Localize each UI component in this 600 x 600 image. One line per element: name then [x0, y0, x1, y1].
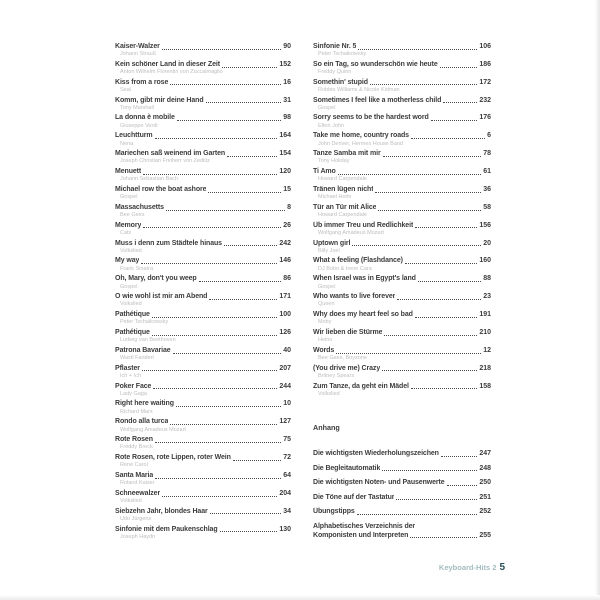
- toc-entry: [115, 42, 291, 57]
- song-title: So ein Tag, so wunderschön wie heute: [313, 60, 438, 68]
- entry-page-number: 171: [279, 293, 291, 301]
- song-artist: Freddy Breck: [120, 444, 153, 451]
- toc-entry: [313, 328, 491, 343]
- song-artist: Frank Sinatra: [120, 265, 154, 272]
- entry-page-number: 106: [479, 42, 491, 50]
- song-artist: Giuseppe Verdi: [120, 122, 158, 129]
- toc-entry-line: [115, 489, 291, 498]
- page-edge-right: [595, 0, 600, 600]
- song-title: Kein schöner Land in dieser Zeit: [115, 60, 220, 68]
- toc-entry: [313, 310, 491, 325]
- song-title: Komponisten und Interpreten: [313, 531, 409, 539]
- toc-entry-line: [313, 364, 491, 373]
- toc-entry: [313, 507, 491, 516]
- toc-entry: [115, 525, 291, 540]
- entry-page-number: 255: [479, 531, 491, 539]
- song-artist: Ludwig van Beethoven: [120, 337, 176, 344]
- toc-entry: [313, 292, 491, 307]
- entry-page-number: 186: [479, 60, 491, 68]
- entry-page-number: 23: [483, 293, 491, 301]
- song-title: Words: [313, 346, 335, 354]
- toc-entry: [313, 131, 491, 146]
- entry-page-number: 88: [483, 275, 491, 283]
- toc-entry-line: [313, 274, 491, 283]
- song-artist: Heino: [318, 337, 333, 344]
- entry-page-number: 176: [479, 114, 491, 122]
- toc-entry-line: [115, 310, 291, 319]
- song-title: Muss i denn zum Städtele hinaus: [115, 239, 222, 247]
- song-title: Kaiser-Walzer: [115, 42, 160, 50]
- entry-page-number: 90: [283, 42, 291, 50]
- song-title: What a feeling (Flashdance): [313, 257, 403, 265]
- song-artist: Roland Kaiser: [120, 480, 155, 487]
- toc-entry-line: [313, 42, 491, 51]
- toc-entry-line: [115, 239, 291, 248]
- song-artist: Nena: [120, 140, 134, 147]
- song-title: Die wichtigsten Noten- und Pausenwerte: [313, 479, 445, 487]
- song-title: Kiss from a rose: [115, 78, 169, 86]
- entry-page-number: 40: [283, 346, 291, 354]
- song-title: Patrona Bavariae: [115, 346, 171, 354]
- song-artist: Johann Strauß: [120, 51, 157, 58]
- toc-entry-line: [115, 185, 291, 194]
- song-artist: Anton Wilhelm Florentin von Zuccalmaglio: [120, 69, 223, 76]
- toc-entry-line: [313, 185, 491, 194]
- song-title: Uptown girl: [313, 239, 351, 247]
- song-title: Massachusetts: [115, 203, 164, 211]
- toc-entry-line: [115, 60, 291, 69]
- entry-page-number: 242: [279, 239, 291, 247]
- toc-entry: [115, 328, 291, 343]
- entry-page-number: 252: [479, 508, 491, 516]
- song-title: Rote Rosen, rote Lippen, roter Wein: [115, 454, 231, 462]
- toc-entry: [115, 274, 291, 289]
- song-title: When Israel was in Egypt's land: [313, 275, 416, 283]
- toc-entry: [115, 310, 291, 325]
- toc-entry-line: [115, 78, 291, 87]
- toc-entry: [313, 449, 491, 458]
- toc-entry: [313, 185, 491, 200]
- song-artist: Michael Holm: [318, 194, 352, 201]
- song-title: Santa Maria: [115, 471, 154, 479]
- song-artist: Elton John: [318, 122, 344, 129]
- song-artist: Billy Joel: [318, 247, 340, 254]
- song-title: Siebzehn Jahr, blondes Haar: [115, 507, 208, 515]
- song-title: La donna è mobile: [115, 114, 175, 122]
- toc-entry: [115, 60, 291, 75]
- song-title: Menuett: [115, 168, 142, 176]
- toc-column-right: [313, 42, 491, 545]
- toc-entry: [313, 60, 491, 75]
- toc-entry: [115, 131, 291, 146]
- entry-page-number: 247: [479, 450, 491, 458]
- song-title: Somethin' stupid: [313, 78, 368, 86]
- entry-page-number: 75: [283, 436, 291, 444]
- song-title: Sinfonie Nr. 5: [313, 42, 357, 50]
- toc-entry-line: [115, 400, 291, 409]
- song-title: Take me home, country roads: [313, 132, 409, 140]
- entry-page-number: 34: [283, 507, 291, 515]
- entry-page-number: 120: [279, 168, 291, 176]
- entry-page-number: 232: [479, 96, 491, 104]
- entry-page-number: 204: [279, 489, 291, 497]
- song-artist: Johann Sebastian Bach: [120, 176, 179, 183]
- song-artist: Volkslied: [120, 498, 142, 505]
- toc-entry-line: [313, 449, 491, 458]
- toc-entry-line: [313, 96, 491, 105]
- toc-entry-line: [115, 221, 291, 230]
- song-title: Sinfonie mit dem Paukenschlag: [115, 525, 218, 533]
- song-artist: Tony Holiday: [318, 158, 350, 165]
- toc-entry: [115, 239, 291, 254]
- entry-page-number: 207: [279, 364, 291, 372]
- song-title: Sorry seems to be the hardest word: [313, 114, 429, 122]
- toc-entry-line: [313, 78, 491, 87]
- toc-entry: [313, 382, 491, 397]
- song-title: Pflaster: [115, 364, 140, 372]
- toc-entry: [115, 78, 291, 93]
- toc-entry: [313, 42, 491, 57]
- toc-entry-line: [313, 507, 491, 516]
- song-artist: Joseph Christian Freiherr von Zedlitz: [120, 158, 210, 165]
- song-title: Oh, Mary, don't you weep: [115, 275, 197, 283]
- toc-entry-line: [115, 346, 291, 355]
- entry-page-number: 8: [287, 203, 291, 211]
- entry-page-number: 248: [479, 464, 491, 472]
- song-artist: Ich + Ich: [120, 372, 141, 379]
- toc-entry-line: [115, 417, 291, 426]
- song-title: Rondo alla turca: [115, 418, 169, 426]
- toc-entry-line: [313, 328, 491, 337]
- entry-page-number: 244: [279, 382, 291, 390]
- song-artist: Richard Marx: [120, 408, 153, 415]
- song-artist: Wolfgang Amadeus Mozart: [120, 426, 186, 433]
- song-artist: Queen: [318, 301, 335, 308]
- entry-page-number: 146: [279, 257, 291, 265]
- song-title: Pathétique: [115, 311, 150, 319]
- toc-entry-line: [115, 525, 291, 534]
- song-artist: René Carol: [120, 462, 148, 469]
- toc-entry-line: [313, 257, 491, 266]
- song-artist: Peter Tschaikowsky: [120, 319, 169, 326]
- toc-entry: [115, 364, 291, 379]
- toc-column-left: [115, 42, 291, 543]
- song-title: Pathétique: [115, 328, 150, 336]
- song-artist: Moby: [318, 319, 332, 326]
- toc-entry: [313, 493, 491, 502]
- entry-page-number: 158: [479, 382, 491, 390]
- toc-entry-line: [313, 292, 491, 301]
- toc-entry: [115, 292, 291, 307]
- toc-entry: [115, 114, 291, 129]
- toc-entry: [115, 221, 291, 236]
- song-artist: Volkslied: [318, 390, 340, 397]
- toc-entry: [313, 167, 491, 182]
- toc-entry-line: [313, 167, 491, 176]
- toc-entry-line: [313, 239, 491, 248]
- toc-entry: [313, 364, 491, 379]
- song-artist: Cats: [120, 229, 132, 236]
- song-artist: Wastl Fanderl: [120, 355, 154, 362]
- entry-page-number: 36: [483, 185, 491, 193]
- entry-page-number: 130: [279, 525, 291, 533]
- toc-entry-line: [115, 382, 291, 391]
- toc-entry-line: [313, 203, 491, 212]
- toc-entry: [115, 489, 291, 504]
- song-title: Die wichtigsten Wiederholungszeichen: [313, 450, 439, 458]
- song-title: Zum Tanze, da geht ein Mädel: [313, 382, 409, 390]
- song-title: Right here waiting: [115, 400, 174, 408]
- toc-entry-line: [313, 346, 491, 355]
- song-artist: Gospel: [120, 194, 138, 201]
- toc-entry-line: [313, 493, 491, 502]
- toc-entry: [313, 274, 491, 289]
- toc-entry-line: [115, 364, 291, 373]
- entry-page-number: 58: [483, 203, 491, 211]
- entry-page-number: 61: [483, 168, 491, 176]
- toc-entry: [115, 453, 291, 468]
- song-title: Sometimes I feel like a motherless child: [313, 96, 442, 104]
- toc-entry-line: [115, 149, 291, 158]
- toc-entry: [313, 464, 491, 473]
- toc-entry: [115, 400, 291, 415]
- song-title: Leuchtturm: [115, 132, 153, 140]
- toc-entry-line: [115, 435, 291, 444]
- song-title: Die Töne auf der Tastatur: [313, 493, 395, 501]
- song-artist: Howard Carpendale: [318, 212, 367, 219]
- toc-entry-line: [313, 131, 491, 140]
- toc-entry-line: [115, 131, 291, 140]
- toc-entry-line: [313, 464, 491, 473]
- song-title: Wir lieben die Stürme: [313, 328, 383, 336]
- song-artist: Gospel: [120, 283, 138, 290]
- toc-entry: [115, 203, 291, 218]
- entry-page-number: 191: [479, 311, 491, 319]
- song-artist: Wolfgang Amadeus Mozart: [318, 229, 384, 236]
- song-artist: Bee Gees: [120, 212, 145, 219]
- page-number: 5: [499, 562, 505, 573]
- song-title: O wie wohl ist mir am Abend: [115, 293, 208, 301]
- entry-page-number: 12: [483, 346, 491, 354]
- song-artist: John Denver, Hermes House Band: [318, 140, 403, 147]
- song-title: (You drive me) Crazy: [313, 364, 381, 372]
- song-artist: Volkslied: [120, 301, 142, 308]
- song-title: Rote Rosen: [115, 436, 153, 444]
- toc-entry-line: [115, 471, 291, 480]
- toc-entry-line: [313, 149, 491, 158]
- song-title: Who wants to live forever: [313, 293, 396, 301]
- entry-page-number: 126: [279, 328, 291, 336]
- entry-page-number: 127: [279, 418, 291, 426]
- song-title-line1: Alphabetisches Verzeichnis der: [313, 522, 416, 530]
- toc-entry: [115, 435, 291, 450]
- entry-page-number: 72: [283, 454, 291, 462]
- song-artist: Lady Gaga: [120, 390, 147, 397]
- toc-entry-line: [115, 453, 291, 462]
- toc-entry: [313, 257, 491, 272]
- entry-page-number: 15: [283, 185, 291, 193]
- toc-entry-line: [115, 274, 291, 283]
- song-title: Komm, gibt mir deine Hand: [115, 96, 204, 104]
- song-title: Memory: [115, 221, 142, 229]
- toc-entry: [313, 203, 491, 218]
- toc-entry-line: [313, 478, 491, 487]
- song-artist: Freddy Quinn: [318, 69, 352, 76]
- toc-entry-line: [115, 96, 291, 105]
- song-title: Ti Amo: [313, 168, 336, 176]
- song-title: Tränen lügen nicht: [313, 185, 374, 193]
- entry-page-number: 31: [283, 96, 291, 104]
- song-artist: Gospel: [318, 283, 336, 290]
- song-artist: Gospel: [318, 104, 336, 111]
- song-title: Mariechen saß weinend im Garten: [115, 150, 226, 158]
- song-artist: Robbie Williams & Nicole Kidman: [318, 86, 400, 93]
- entry-page-number: 10: [283, 400, 291, 408]
- song-title: Schneewalzer: [115, 489, 161, 497]
- entry-page-number: 154: [279, 150, 291, 158]
- toc-entry: [313, 114, 491, 129]
- toc-entry-line: [313, 114, 491, 123]
- song-title: Why does my heart feel so bad: [313, 311, 413, 319]
- toc-entry: [115, 471, 291, 486]
- toc-entry-line: [115, 292, 291, 301]
- page-footer: [439, 562, 505, 573]
- song-artist: DJ Bobo & Irene Cara: [318, 265, 372, 272]
- song-title: Übungstipps: [313, 508, 355, 516]
- toc-entry: [313, 78, 491, 93]
- toc-entry-line: [313, 382, 491, 391]
- entry-page-number: 100: [279, 311, 291, 319]
- song-title: Michael row the boat ashore: [115, 185, 207, 193]
- song-title: Poker Face: [115, 382, 152, 390]
- entry-page-number: 210: [479, 328, 491, 336]
- toc-entry-line: [115, 257, 291, 266]
- entry-page-number: 250: [479, 479, 491, 487]
- toc-entry: [115, 185, 291, 200]
- song-artist: Bee Gees, Boyzone: [318, 355, 367, 362]
- toc-entry: [313, 239, 491, 254]
- anhang-heading: Anhang: [313, 423, 340, 433]
- toc-entry-line: [115, 167, 291, 176]
- entry-page-number: 64: [283, 471, 291, 479]
- song-artist: Seal: [120, 86, 132, 93]
- toc-entry: [313, 522, 491, 540]
- entry-page-number: 86: [283, 275, 291, 283]
- entry-page-number: 20: [483, 239, 491, 247]
- entry-page-number: 164: [279, 132, 291, 140]
- toc-entry-line: [115, 507, 291, 516]
- entry-page-number: 6: [487, 132, 491, 140]
- entry-page-number: 160: [479, 257, 491, 265]
- song-artist: Volkslied: [120, 247, 142, 254]
- entry-page-number: 172: [479, 78, 491, 86]
- song-artist: Howard Carpendale: [318, 176, 367, 183]
- anhang-entries: [313, 449, 491, 540]
- toc-entry: [115, 149, 291, 164]
- toc-entry: [115, 507, 291, 522]
- page-edge-bottom: [0, 595, 600, 600]
- toc-entry-line: [313, 221, 491, 230]
- toc-entry: [115, 346, 291, 361]
- toc-entry: [115, 382, 291, 397]
- toc-entry-line: [115, 328, 291, 337]
- toc-entry: [313, 96, 491, 111]
- entry-page-number: 156: [479, 221, 491, 229]
- entry-page-number: 218: [479, 364, 491, 372]
- toc-entry-line: [115, 114, 291, 123]
- song-artist: Tony Marshall: [120, 104, 154, 111]
- toc-entry: [313, 346, 491, 361]
- song-artist: Joseph Haydn: [120, 533, 156, 540]
- song-title: Tür an Tür mit Alice: [313, 203, 377, 211]
- song-title: Die Begleitautomatik: [313, 464, 381, 472]
- toc-entry: [115, 417, 291, 432]
- toc-right-entries: [313, 42, 491, 397]
- toc-entry-line: [313, 310, 491, 319]
- entry-page-number: 98: [283, 114, 291, 122]
- toc-entry: [115, 167, 291, 182]
- song-title: My way: [115, 257, 140, 265]
- toc-entry: [115, 96, 291, 111]
- toc-entry-line: [115, 203, 291, 212]
- book-title: Keyboard-Hits 2: [438, 563, 497, 572]
- toc-entry: [313, 478, 491, 487]
- entry-page-number: 26: [283, 221, 291, 229]
- entry-page-number: 152: [279, 60, 291, 68]
- entry-page-number: 16: [283, 78, 291, 86]
- song-artist: Britney Spears: [318, 372, 355, 379]
- song-title: Tanze Samba mit mir: [313, 150, 381, 158]
- entry-page-number: 78: [483, 150, 491, 158]
- toc-entry: [313, 221, 491, 236]
- song-title: Üb immer Treu und Redlichkeit: [313, 221, 414, 229]
- anhang-section: [313, 423, 491, 540]
- toc-entry-line: [313, 531, 491, 540]
- toc-entry-line: [313, 60, 491, 69]
- song-artist: Peter Tschaikowsky: [318, 51, 367, 58]
- entry-page-number: 251: [479, 493, 491, 501]
- toc-entry-line: [115, 42, 291, 51]
- toc-entry: [115, 257, 291, 272]
- toc-entry: [313, 149, 491, 164]
- song-artist: Udo Jürgens: [120, 515, 152, 522]
